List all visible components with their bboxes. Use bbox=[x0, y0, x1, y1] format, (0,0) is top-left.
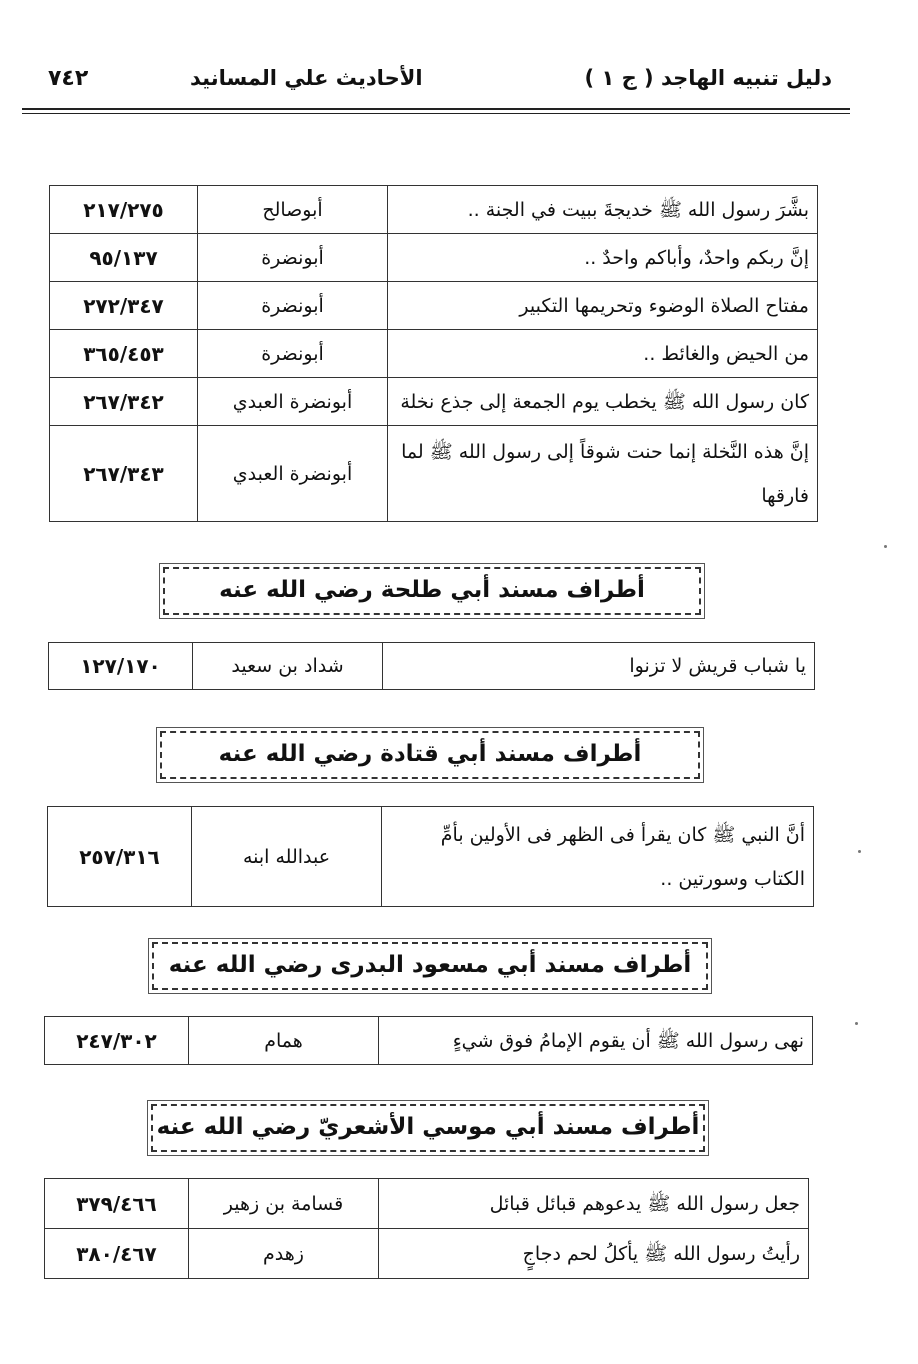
narrator: أبونضرة bbox=[198, 234, 388, 282]
reference: ٣٦٥/٤٥٣ bbox=[50, 330, 198, 378]
hadith-text: بشَّرَ رسول الله ﷺ خديجةَ ببيت في الجنة .. bbox=[388, 186, 818, 234]
table-row bbox=[48, 807, 814, 907]
reference: ٩٥/١٣٧ bbox=[50, 234, 198, 282]
table-row bbox=[50, 234, 818, 282]
running-section-title: الأحاديث علي المسانيد bbox=[190, 66, 423, 90]
margin-speck bbox=[884, 545, 887, 548]
hadith-text: رأيتُ رسول الله ﷺ يأكلُ لحم دجاجٍ bbox=[379, 1229, 809, 1279]
reference: ١٢٧/١٧٠ bbox=[49, 643, 193, 690]
table-row bbox=[50, 378, 818, 426]
hadith-text: نهى رسول الله ﷺ أن يقوم الإمامُ فوق شيءٍ bbox=[379, 1017, 813, 1065]
reference: ٣٧٩/٤٦٦ bbox=[45, 1179, 189, 1229]
table-row bbox=[45, 1179, 809, 1229]
hadith-table-abu-qatada bbox=[47, 806, 814, 907]
table-row bbox=[50, 426, 818, 522]
narrator: أبونضرة bbox=[198, 330, 388, 378]
header-rule bbox=[22, 108, 850, 110]
section-title-abu-qatada: أطراف مسند أبي قتادة رضي الله عنه bbox=[160, 731, 700, 779]
hadith-text: كان رسول الله ﷺ يخطب يوم الجمعة إلى جذع نخلة bbox=[388, 378, 818, 426]
hadith-table-abu-masud bbox=[44, 1016, 813, 1065]
hadith-table-abu-musa bbox=[44, 1178, 809, 1279]
table-row bbox=[50, 186, 818, 234]
book-title: دليل تنبيه الهاجد ( ج ١ ) bbox=[584, 66, 832, 90]
margin-speck bbox=[855, 1022, 858, 1025]
section-title-abu-musa: أطراف مسند أبي موسي الأشعريّ رضي الله عنه bbox=[151, 1104, 705, 1152]
header-rule-thin bbox=[22, 113, 850, 114]
page-number: ٧٤٢ bbox=[48, 66, 89, 91]
narrator: أبونضرة bbox=[198, 282, 388, 330]
hadith-text: إنَّ ربكم واحدٌ، وأباكم واحدٌ .. bbox=[388, 234, 818, 282]
hadith-text: أنَّ النبي ﷺ كان يقرأ فى الظهر فى الأولين بأمِّ الكتاب وسورتين .. bbox=[382, 807, 814, 907]
table-row bbox=[45, 1017, 813, 1065]
narrator: أبوصالح bbox=[198, 186, 388, 234]
hadith-text: مفتاح الصلاة الوضوء وتحريمها التكبير bbox=[388, 282, 818, 330]
hadith-table-abu-talha bbox=[48, 642, 815, 690]
table-row bbox=[50, 330, 818, 378]
hadith-table-1 bbox=[49, 185, 818, 522]
hadith-text: جعل رسول الله ﷺ يدعوهم قبائل قبائل bbox=[379, 1179, 809, 1229]
narrator: عبدالله ابنه bbox=[192, 807, 382, 907]
table-row bbox=[45, 1229, 809, 1279]
hadith-text: يا شباب قريش لا تزنوا bbox=[383, 643, 815, 690]
reference: ٢١٧/٢٧٥ bbox=[50, 186, 198, 234]
reference: ٢٤٧/٣٠٢ bbox=[45, 1017, 189, 1065]
narrator: قسامة بن زهير bbox=[189, 1179, 379, 1229]
reference: ٣٨٠/٤٦٧ bbox=[45, 1229, 189, 1279]
table-row bbox=[49, 643, 815, 690]
narrator: زهدم bbox=[189, 1229, 379, 1279]
page-header bbox=[22, 62, 850, 102]
hadith-text: من الحيض والغائط .. bbox=[388, 330, 818, 378]
table-row bbox=[50, 282, 818, 330]
hadith-text: إنَّ هذه النَّخلة إنما حنت شوقاً إلى رسول الله ﷺ لما فارقها bbox=[388, 426, 818, 522]
reference: ٢٦٧/٣٤٣ bbox=[50, 426, 198, 522]
reference: ٢٥٧/٣١٦ bbox=[48, 807, 192, 907]
narrator: شداد بن سعيد bbox=[193, 643, 383, 690]
reference: ٢٧٢/٣٤٧ bbox=[50, 282, 198, 330]
narrator: أبونضرة العبدي bbox=[198, 378, 388, 426]
section-title-abu-masud: أطراف مسند أبي مسعود البدرى رضي الله عنه bbox=[152, 942, 708, 990]
reference: ٢٦٧/٣٤٢ bbox=[50, 378, 198, 426]
narrator: أبونضرة العبدي bbox=[198, 426, 388, 522]
section-title-abu-talha: أطراف مسند أبي طلحة رضي الله عنه bbox=[163, 567, 701, 615]
margin-speck bbox=[858, 850, 861, 853]
narrator: همام bbox=[189, 1017, 379, 1065]
